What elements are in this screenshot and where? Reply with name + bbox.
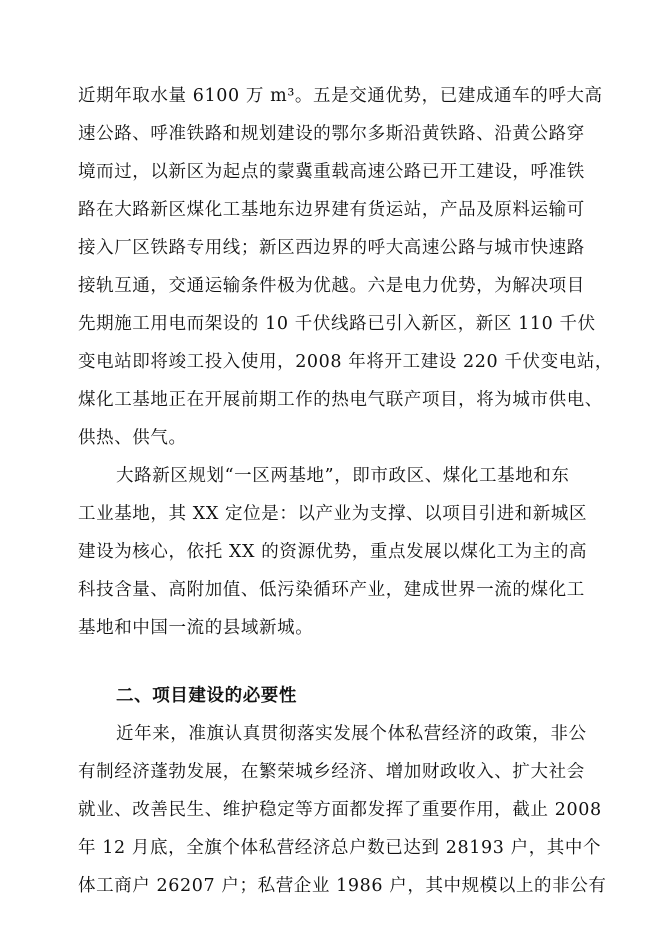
paragraph-3-line: 体工商户 26207 户；私营企业 1986 户，其中规模以上的非公有: [78, 876, 607, 896]
paragraph-1-line: 路在大路新区煤化工基地东边界建有货运站，产品及原料运输可: [78, 200, 585, 220]
paragraph-1-line: 接轨互通，交通运输条件极为优越。六是电力优势，为解决项目: [78, 276, 585, 296]
paragraph-1-line: 先期施工用电而架设的 10 千伏线路已引入新区，新区 110 千伏: [78, 314, 596, 334]
paragraph-1-line: 接入厂区铁路专用线；新区西边界的呼大高速公路与城市快速路: [78, 238, 585, 258]
paragraph-2-line: 基地和中国一流的县域新城。: [78, 618, 314, 638]
paragraph-3-line: 就业、改善民生、维护稳定等方面都发挥了重要作用，截止 2008: [78, 800, 602, 820]
paragraph-3-line: 近年来，准旗认真贯彻落实发展个体私营经济的政策，非公: [116, 724, 587, 744]
paragraph-2-line: 大路新区规划“一区两基地”，即市政区、煤化工基地和东: [116, 466, 570, 486]
paragraph-1-line: 供热、供气。: [78, 428, 187, 448]
paragraph-1-line: 变电站即将竣工投入使用，2008 年将开工建设 220 千伏变电站，: [78, 352, 614, 372]
paragraph-1-line: 境而过，以新区为起点的蒙冀重载高速公路已开工建设，呼准铁: [78, 162, 585, 182]
paragraph-1-line: 煤化工基地正在开展前期工作的热电气联产项目，将为城市供电、: [78, 390, 603, 410]
paragraph-1-line: 速公路、呼准铁路和规划建设的鄂尔多斯沿黄铁路、沿黄公路穿: [78, 124, 585, 144]
paragraph-2-line: 工业基地，其 XX 定位是：以产业为支撑、以项目引进和新城区: [78, 504, 588, 524]
paragraph-3-line: 年 12 月底，全旗个体私营经济总户数已达到 28193 户，其中个: [78, 838, 602, 858]
paragraph-3-line: 有制经济蓬勃发展，在繁荣城乡经济、增加财政收入、扩大社会: [78, 762, 585, 782]
paragraph-2-line: 建设为核心，依托 XX 的资源优势，重点发展以煤化工为主的高: [78, 542, 588, 562]
paragraph-1-line: 近期年取水量 6100 万 m³。五是交通优势，已建成通车的呼大高: [78, 86, 603, 106]
paragraph-2-line: 科技含量、高附加值、低污染循环产业，建成世界一流的煤化工: [78, 580, 585, 600]
section-heading: 二、项目建设的必要性: [116, 686, 297, 706]
